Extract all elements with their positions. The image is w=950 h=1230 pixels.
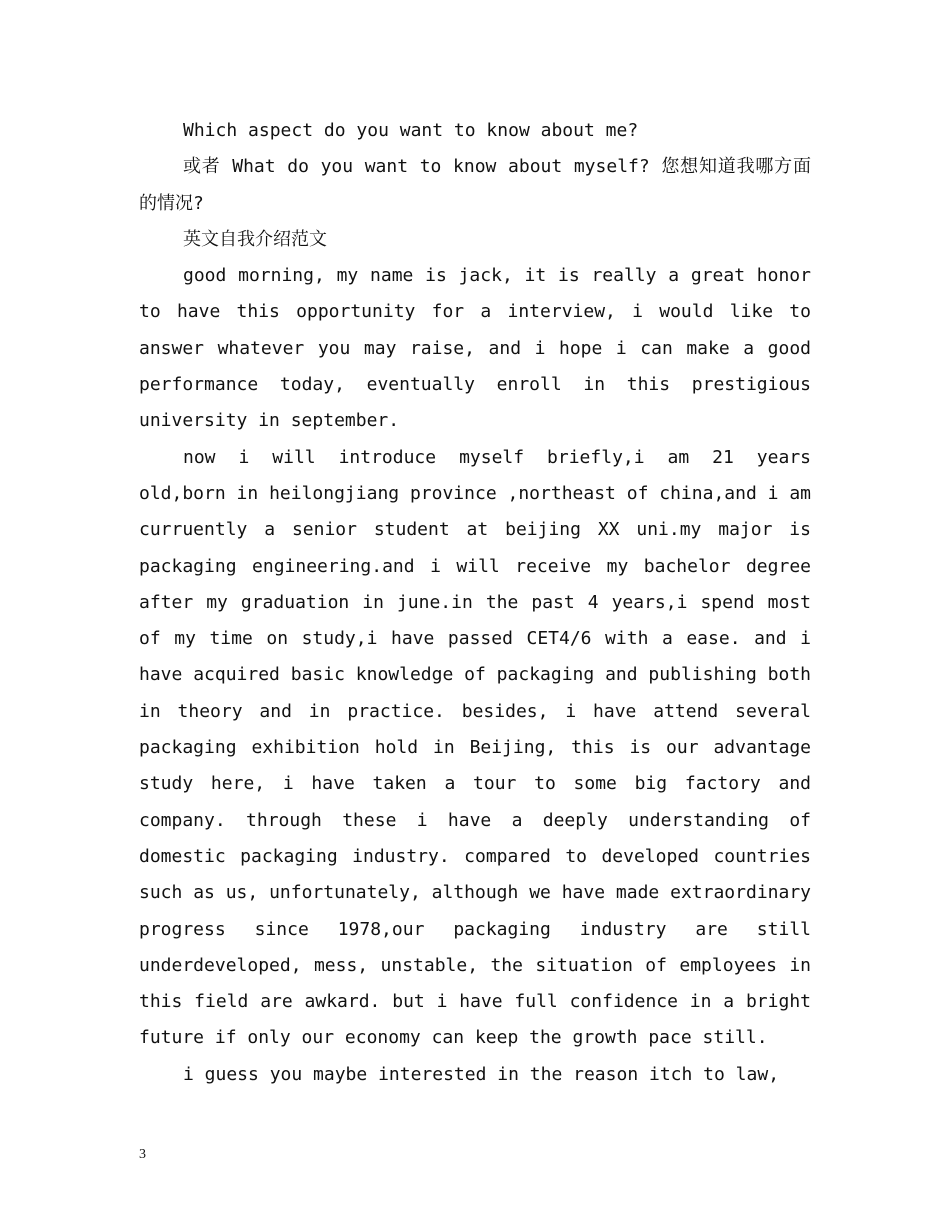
paragraph-question-1: Which aspect do you want to know about me? [183,120,639,141]
paragraph-greeting: good morning, my name is jack, it is really a great honor to have this opportunity for a interview, i would like to answer whatever you may raise, and i hope i can make a good performance today, eventually enroll in this prestigious university in september. [139,265,811,432]
paragraph-continuation: i guess you maybe interested in the reason itch to law, [183,1063,780,1085]
paragraph-question-2: 或者 What do you want to know about myself? 您想知道我哪方面的情况? [139,156,811,214]
document-body [139,113,811,1093]
section-heading: 英文自我介绍范文 [183,228,327,250]
page-number: 3 [139,1147,146,1162]
paragraph-introduction: now i will introduce myself briefly,i am 21 years old,born in heilongjiang province ,northeast of china,and i am curruently a senior student at beijing XX uni.my major is packaging engineering.and i will receive my bachelor degree after my graduation in june.in the past 4 years,i spend most of my time on study,i have passed CET4/6 with a ease. and i have acquired basic knowledge of packaging and publishing both in theory and in practice. besides, i have attend several packaging exhibition hold in Beijing, this is our advantage study here, i have taken a tour to some big factory and company. through these i have a deeply understanding of domestic packaging industry. compared to developed countries such as us, unfortunately, although we have made extraordinary progress since 1978,our packaging industry are still underdeveloped, mess, unstable, the situation of employees in this field are awkard. but i have full confidence in a bright future if only our economy can keep the growth pace still. [139,446,811,1049]
